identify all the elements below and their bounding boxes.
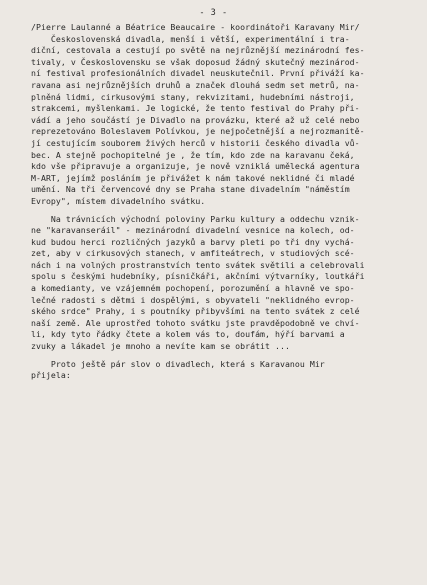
- text-line: /Pierre Laulanné a Béatrice Beaucaire - koordinátoři Karavany Mir/: [31, 22, 360, 32]
- text-line: Na trávnicích východní poloviny Parku kultury a oddechu vznik-: [31, 213, 360, 224]
- text-line: zvuky a lákadel je mnoho a nevíte kam se obrátit ...: [31, 341, 290, 352]
- text-line: nách i na volných prostranstvích tento svátek světili a celebrovali: [31, 259, 365, 270]
- page-number: - 3 -: [199, 8, 228, 18]
- text-line: ravana asi nejrůznějších druhů a značek dlouhá sedm set metrů, na-: [31, 79, 360, 90]
- text-line: naší země. Ale uprostřed tohoto svátku jste pravděpodobně ve chví-: [31, 317, 360, 328]
- text-line: Československá divadla, menší i větší, experimentální i tra-: [31, 33, 350, 44]
- text-line: Evropy", místem divadelního svátku.: [31, 195, 206, 206]
- text-line: plněná lidmi, cirkusovými stany, rekvizitami, hudebními nástroji,: [31, 91, 355, 102]
- text-line: Proto ještě pár slov o divadlech, která s Karavanou Mir: [31, 358, 325, 369]
- text-line: přijela:: [31, 370, 71, 381]
- text-line: ní festival profesionálních divadel neuskutečnil. První přiváží ka-: [31, 68, 365, 79]
- text-line: li, kdy tyto řádky čtete a kolem vás to, doufám, hýří barvami a: [31, 329, 345, 340]
- text-line: bec. A stejně pochopitelné je , že tím, kdo zde na karavanu čeká,: [31, 149, 355, 160]
- text-line: ne "karavanseráil" - mezinárodní divadelní vesnice na kolech, od-: [31, 225, 355, 236]
- text-line: M-ART, jejímž posláním je přivážet k nám takové neklidné či mladé: [31, 172, 355, 183]
- text-line: lečné radosti s dětmi i dospělými, s obyvateli "neklidného evrop-: [31, 294, 355, 305]
- text-line: kud budou herci rozličných jazyků a barvy pleti po tři dny vychá-: [31, 236, 355, 247]
- text-line: zet, aby v cirkusových stanech, v amfiteátrech, v studiových scé-: [31, 248, 355, 259]
- text-line: jí cestujícím souborem živých herců v historii českého divadla vů-: [31, 137, 360, 148]
- text-line: ského srdce" Prahy, i s poutníky přibyvšími na tento svátek z celé: [31, 306, 360, 317]
- text-line: reprezetováno Boleslavem Polívkou, je nejpočetnější a nejrozmanitě-: [31, 126, 365, 137]
- text-line: umění. Na tři červencové dny se Praha stane divadelním "náměstím: [31, 184, 350, 195]
- text-line: strakcemi, myšlenkami. Je logické, že tento festival do Prahy při-: [31, 103, 360, 114]
- text-line: vádí a jeho součástí je Divadlo na provázku, které až už celé nebo: [31, 114, 360, 125]
- text-line: diční, cestovala a cestují po světě na nejrůznější mezinárodní fes-: [31, 45, 365, 56]
- text-line: spolu s českými hudebníky, písničkáři, akčními výtvarníky, loutkáři: [31, 271, 365, 282]
- text-line: tivaly, v Československu se však doposud žádný skutečný mezinárod-: [31, 56, 360, 67]
- text-line: a komedianty, ve vzájemném pochopení, porozumění a hlavně ve spo-: [31, 283, 355, 294]
- text-line: kdo vše připravuje a organizuje, je nově vzniklá umělecká agentura: [31, 161, 360, 172]
- body-text: [31, 22, 415, 382]
